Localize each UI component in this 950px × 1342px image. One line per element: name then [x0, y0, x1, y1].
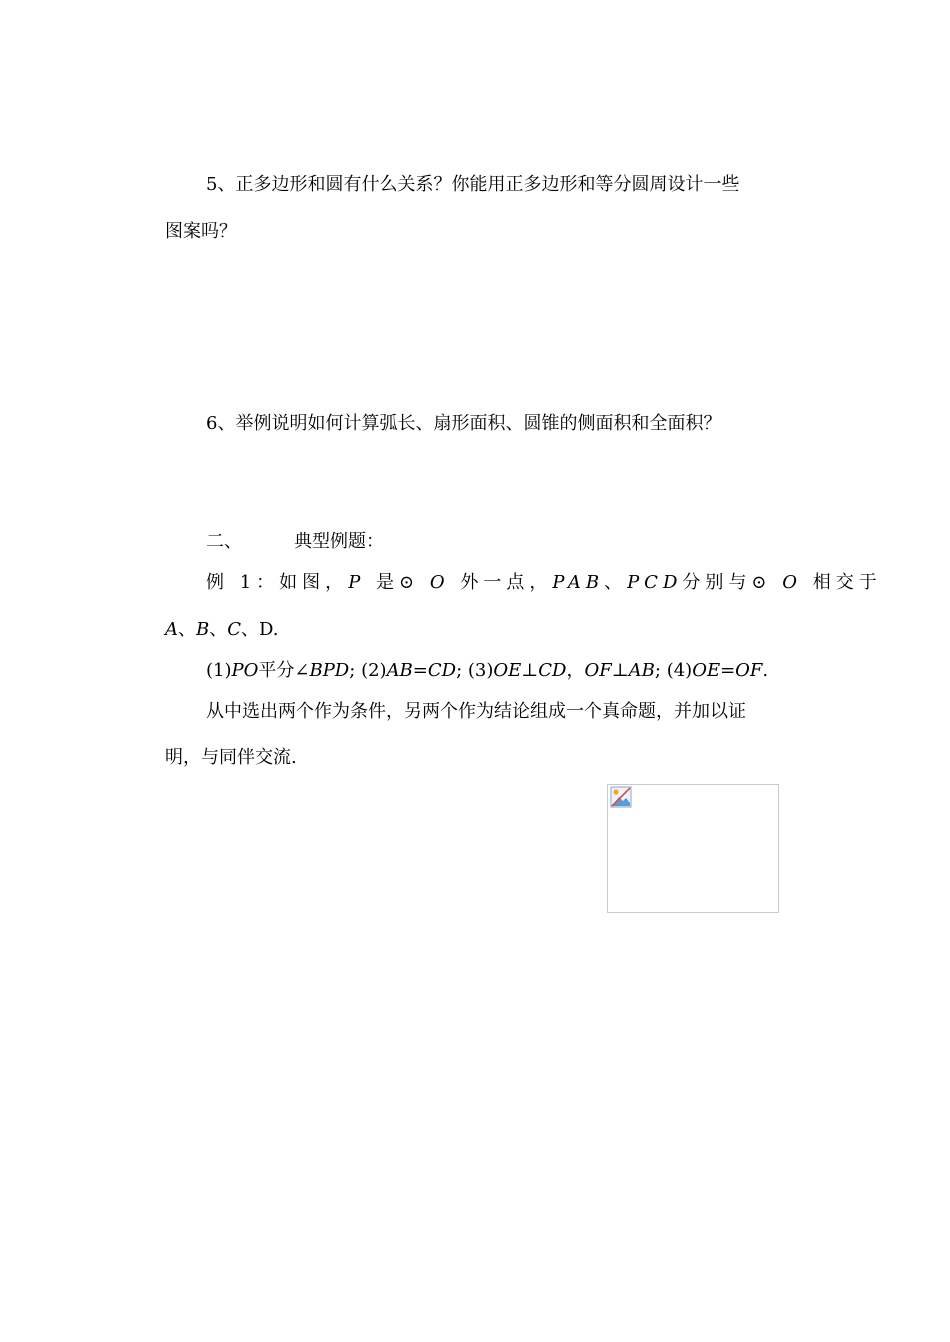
point-p: P — [348, 572, 366, 593]
period: . — [762, 660, 769, 681]
comma-4: ， — [566, 660, 585, 681]
text-outside: 外一点， — [460, 572, 553, 593]
section-title: 典型例题： — [294, 531, 384, 552]
example-1-line-2 — [165, 618, 279, 642]
figure-placeholder — [607, 784, 779, 913]
point-c: C — [227, 619, 242, 640]
perpendicular-symbol-2: ⊥ — [611, 660, 629, 681]
example-1-conditions — [206, 659, 768, 683]
angle-bpd: BPD — [309, 660, 350, 681]
example-1-task-line-1: 从中选出两个作为条件，另两个作为结论组成一个真命题，并加以证 — [206, 701, 746, 722]
point-a: A — [165, 619, 178, 640]
line-pcd: PCD — [627, 572, 683, 593]
segment-ab: AB — [628, 660, 655, 681]
example-1-task-line-2: 明，与同伴交流. — [165, 747, 297, 768]
semicolon-2: ; — [456, 660, 463, 681]
center-o: O — [429, 572, 450, 593]
example-intro: 例 1：如图， — [206, 572, 349, 593]
condition-1-number: (1) — [206, 660, 232, 681]
text-intersect: 相交于 — [812, 572, 882, 593]
condition-2-expression: AB=CD — [386, 660, 457, 681]
example-1-line-1 — [206, 571, 882, 595]
question-6: 6、举例说明如何计算弧长、扇形面积、圆锥的侧面积和全面积？ — [206, 413, 722, 434]
broken-image-icon — [610, 786, 632, 808]
point-d: D. — [259, 619, 279, 640]
segment-oe: OE — [493, 660, 522, 681]
comma-3: 、 — [241, 619, 260, 640]
comma-1: 、 — [178, 619, 196, 640]
condition-4-number: (4) — [666, 660, 693, 681]
section-number: 二、 — [206, 531, 242, 552]
condition-3-number: (3) — [467, 660, 494, 681]
segment-cd: CD — [538, 660, 567, 681]
segment-of: OF — [584, 660, 612, 681]
perpendicular-symbol-1: ⊥ — [521, 660, 539, 681]
question-5-line-2: 图案吗？ — [165, 221, 237, 242]
comma-2: 、 — [209, 619, 228, 640]
condition-1-text: 平分∠ — [258, 660, 310, 681]
line-pab: PAB — [552, 572, 605, 593]
condition-4-expression: OE=OF — [692, 660, 763, 681]
center-o-2: O — [782, 572, 802, 593]
section-heading — [206, 530, 384, 554]
semicolon-3: ; — [654, 660, 661, 681]
condition-2-number: (2) — [361, 660, 387, 681]
point-b: B — [196, 619, 210, 640]
semicolon-1: ; — [349, 660, 356, 681]
text-meet-circle: 分别与⊙ — [682, 572, 772, 593]
segment-po: PO — [231, 660, 259, 681]
question-5-line-1: 5、正多边形和圆有什么关系？你能用正多边形和等分圆周设计一些 — [206, 174, 740, 195]
text-is-circle: 是⊙ — [376, 572, 420, 593]
separator: 、 — [604, 572, 628, 593]
